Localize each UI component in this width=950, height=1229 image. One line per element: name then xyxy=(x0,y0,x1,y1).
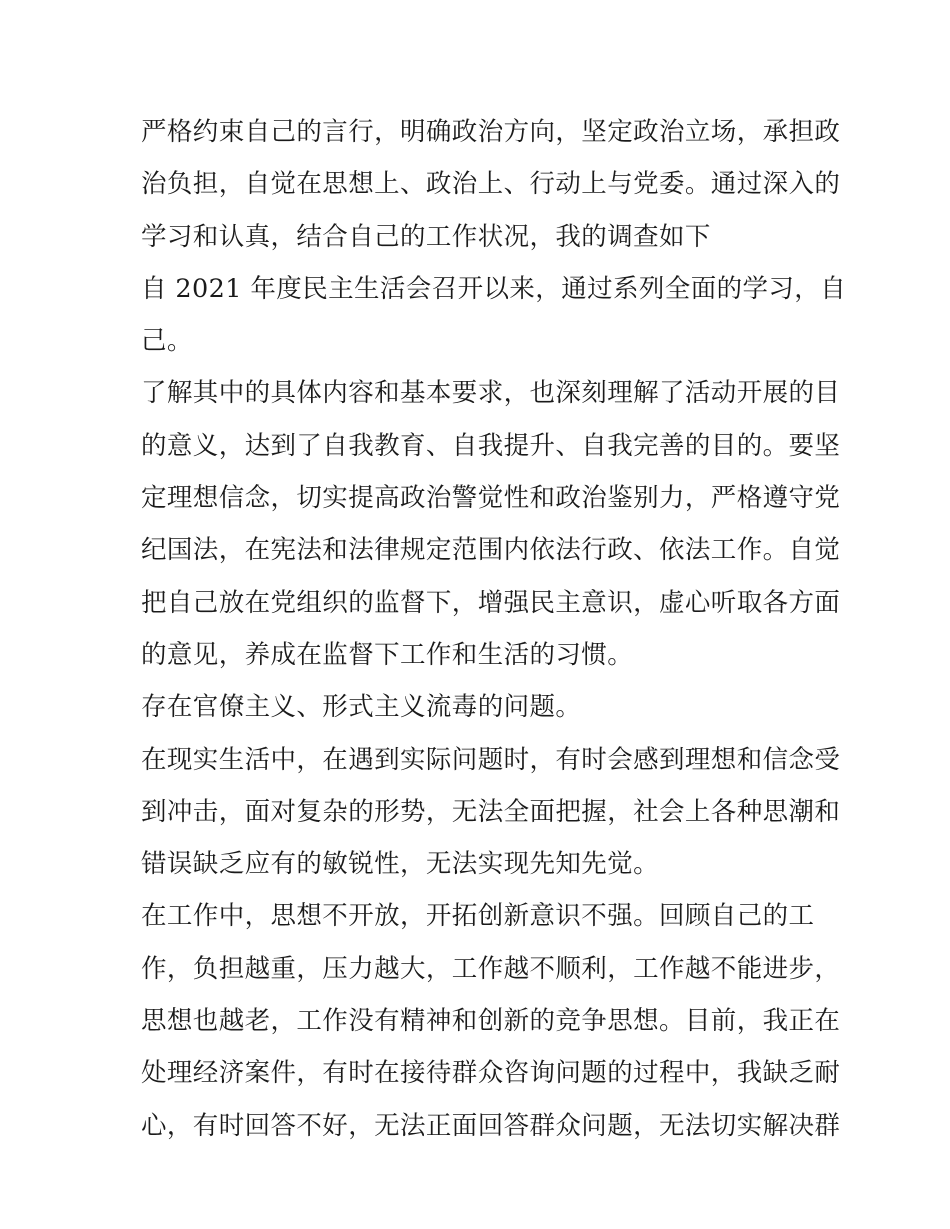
text-line: 到冲击，面对复杂的形势，无法全面把握，社会上各种思潮和 xyxy=(141,796,841,827)
text-line: 在工作中，思想不开放，开拓创新意识不强。回顾自己的工 xyxy=(141,901,815,932)
text-line: 严格约束自己的言行，明确政治方向，坚定政治立场，承担政 xyxy=(141,117,841,147)
text-line: 己。 xyxy=(141,326,193,357)
text-line: 在现实生活中，在遇到实际问题时，有时会感到理想和信念受 xyxy=(141,744,841,775)
document-body-text xyxy=(141,106,847,1152)
text-line: 错误缺乏应有的敏锐性，无法实现先知先觉。 xyxy=(141,849,660,880)
text-line: 作，负担越重，压力越大，工作越不顺利，工作越不能进步， xyxy=(141,953,841,984)
text-line: 自 2021 年度民主生活会召开以来，通过系列全面的学习，自 xyxy=(141,273,847,304)
text-line: 的意见，养成在监督下工作和生活的习惯。 xyxy=(141,639,634,670)
text-line: 处理经济案件，有时在接待群众咨询问题的过程中，我缺乏耐 xyxy=(141,1058,841,1089)
text-line: 的意义，达到了自我教育、自我提升、自我完善的目的。要坚 xyxy=(141,430,841,461)
text-line: 学习和认真，结合自己的工作状况，我的调查如下 xyxy=(141,221,711,252)
text-line: 心，有时回答不好，无法正面回答群众问题，无法切实解决群 xyxy=(141,1110,841,1141)
text-line: 定理想信念，切实提高政治警觉性和政治鉴别力，严格遵守党 xyxy=(141,483,841,514)
text-line: 把自己放在党组织的监督下，增强民主意识，虚心听取各方面 xyxy=(141,587,841,618)
text-line: 治负担，自觉在思想上、政治上、行动上与党委。通过深入的 xyxy=(141,169,841,200)
text-line: 思想也越老，工作没有精神和创新的竞争思想。目前，我正在 xyxy=(141,1006,841,1037)
text-line: 存在官僚主义、形式主义流毒的问题。 xyxy=(141,692,582,723)
text-line: 了解其中的具体内容和基本要求，也深刻理解了活动开展的目 xyxy=(141,378,841,409)
text-line: 纪国法，在宪法和法律规定范围内依法行政、依法工作。自觉 xyxy=(141,535,841,566)
